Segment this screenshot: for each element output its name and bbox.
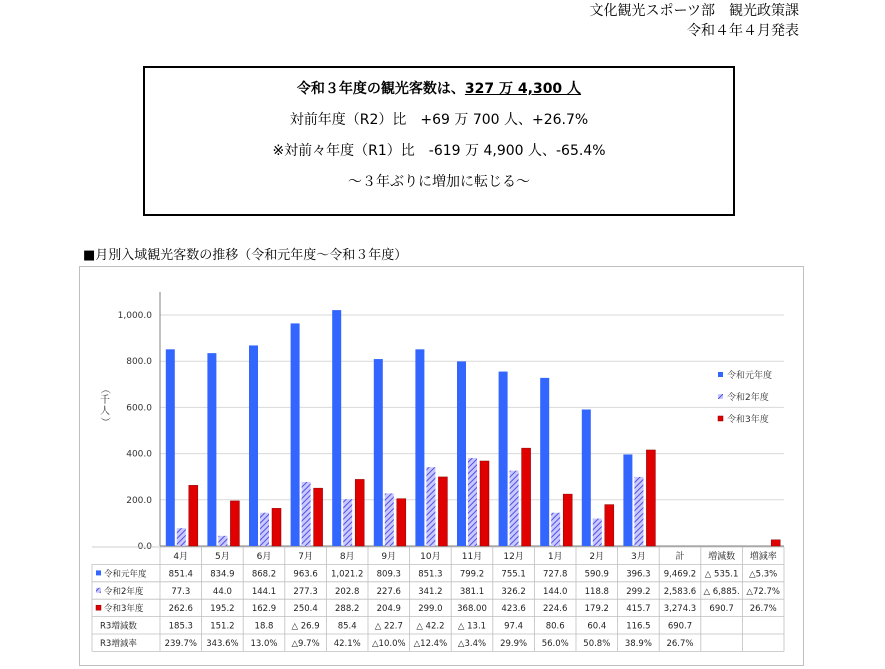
table-cell: 44.0	[212, 586, 232, 597]
table-cell: 9,469.2	[663, 569, 697, 580]
table-cell: 224.6	[543, 604, 568, 615]
table-cell: △3.4%	[457, 639, 487, 649]
table-row-label: 令和2年度	[104, 586, 144, 597]
y-axis-label: 千	[100, 395, 110, 406]
bar-r3	[189, 485, 198, 546]
legend-label: 令和3年度	[727, 415, 769, 425]
bar-r2	[260, 513, 269, 546]
table-cell: 179.2	[584, 604, 609, 615]
bar-r2	[468, 458, 477, 546]
table-cell: 851.3	[418, 569, 443, 580]
bar-r2	[551, 513, 560, 546]
legend-label: 令和2年度	[727, 393, 769, 403]
bar-r1	[374, 359, 383, 546]
summary-yoy: 対前年度（R2）比 +69 万 700 人、+26.7%	[289, 112, 589, 128]
bar-r3	[314, 488, 323, 546]
y-tick-label: 800.0	[126, 357, 152, 368]
table-cell: 195.2	[210, 604, 235, 615]
table-cell: △12.4%	[413, 639, 448, 649]
bar-r3	[480, 461, 489, 546]
table-cell: 299.0	[418, 604, 443, 615]
y-tick-label: 1,000.0	[117, 311, 152, 321]
y-tick-label: 0.0	[137, 542, 152, 552]
y-axis-label: （	[99, 384, 110, 394]
bar-r3	[605, 505, 614, 546]
category-label: 計	[675, 552, 685, 562]
table-cell: 690.7	[709, 604, 734, 615]
table-row-label: R3増減数	[100, 621, 137, 632]
category-label: 1月	[547, 552, 563, 562]
summary-two-year: ※対前々年度（R1）比 -619 万 4,900 人、-65.4%	[272, 143, 606, 159]
table-cell: 799.2	[459, 569, 485, 580]
table-row-marker	[96, 570, 101, 575]
y-axis-label: ）	[99, 417, 110, 427]
bar-r1	[332, 310, 341, 546]
table-cell: 834.9	[210, 569, 235, 580]
table-cell: 809.3	[376, 569, 401, 580]
table-cell: △ 13.1	[457, 621, 487, 632]
table-row-marker	[96, 605, 101, 610]
table-cell: 151.2	[210, 621, 235, 632]
table-cell: 250.4	[293, 604, 318, 615]
release-date: 令和４年４月発表	[687, 23, 799, 39]
table-cell: 277.3	[293, 586, 318, 597]
table-cell: 50.8%	[583, 639, 611, 649]
bar-r2	[593, 519, 602, 546]
bar-chart	[80, 267, 803, 665]
category-label: 8月	[339, 552, 355, 562]
table-cell: 85.4	[337, 621, 357, 632]
table-cell: 368.00	[457, 604, 487, 615]
table-cell: 26.7%	[749, 604, 777, 615]
table-cell: 97.4	[504, 621, 524, 632]
table-cell: 144.0	[543, 586, 568, 597]
table-cell: 118.8	[584, 586, 609, 597]
bar-r1	[540, 378, 549, 546]
table-cell: 2,583.6	[663, 586, 697, 597]
table-cell: 26.7%	[666, 639, 694, 649]
table-cell: 77.3	[171, 586, 191, 597]
legend-swatch	[718, 372, 723, 377]
summary-headline	[145, 74, 733, 105]
category-label: 11月	[461, 552, 483, 562]
table-cell: 1,021.2	[330, 569, 364, 580]
table-row-label: 令和3年度	[104, 604, 144, 615]
table-cell: 868.2	[251, 569, 277, 580]
bar-r2	[302, 482, 311, 546]
bar-r3	[397, 499, 406, 546]
bar-r2	[343, 499, 352, 546]
y-tick-label: 400.0	[126, 449, 152, 460]
table-cell: 239.7%	[164, 639, 198, 649]
bar-r1	[582, 410, 591, 546]
legend-label: 令和元年度	[727, 371, 773, 381]
table-cell: 18.8	[254, 621, 274, 632]
table-row-marker	[96, 588, 101, 593]
category-label: 3月	[631, 552, 646, 562]
bar-r2	[634, 477, 643, 546]
summary-box	[143, 66, 735, 216]
table-cell: 262.6	[168, 604, 193, 615]
bar-r3	[522, 448, 531, 546]
table-cell: △ 535.1	[704, 569, 739, 580]
bar-r1	[415, 349, 424, 546]
table-cell: 326.2	[501, 586, 526, 597]
y-axis-label: 人	[100, 406, 110, 417]
table-cell: 590.9	[584, 569, 609, 580]
y-tick-label: 600.0	[126, 403, 152, 414]
table-cell: △ 26.9	[291, 621, 320, 632]
category-label: 2月	[589, 552, 605, 562]
bar-r1	[457, 361, 466, 546]
table-cell: 415.7	[626, 604, 651, 615]
category-label: 6月	[256, 552, 272, 562]
table-cell: 963.6	[293, 569, 318, 580]
bar-r1	[207, 353, 216, 546]
table-cell: 396.3	[626, 569, 651, 580]
table-cell: 851.4	[168, 569, 193, 580]
table-cell: 42.1%	[333, 639, 361, 649]
bar-r1	[249, 345, 258, 546]
category-label: 12月	[503, 552, 524, 562]
category-label: 5月	[215, 552, 230, 562]
summary-note: ～３年ぶりに増加に転じる～	[348, 174, 530, 190]
bar-r3-change-rate	[771, 540, 780, 546]
table-cell: △ 6,885.	[703, 586, 740, 597]
table-cell: 343.6%	[206, 639, 239, 649]
table-cell: 56.0%	[541, 639, 569, 649]
table-cell: 29.9%	[500, 639, 528, 649]
section-title: ■月別入域観光客数の推移（令和元年度～令和３年度）	[83, 248, 408, 263]
legend-swatch	[718, 416, 723, 421]
table-cell: 116.5	[626, 621, 651, 632]
bar-r1	[166, 349, 175, 546]
table-cell: △72.7%	[746, 586, 780, 597]
table-cell: △10.0%	[372, 639, 406, 649]
table-row-label: 令和元年度	[104, 569, 147, 580]
category-label: 9月	[381, 552, 397, 562]
table-cell: 299.2	[626, 586, 651, 597]
bar-r3	[646, 450, 655, 546]
table-cell: 381.1	[459, 586, 485, 597]
bar-r2	[426, 467, 435, 546]
table-cell: △ 42.2	[416, 621, 445, 632]
table-cell: △ 22.7	[374, 621, 403, 632]
table-cell: 727.8	[543, 569, 568, 580]
table-cell: 60.4	[587, 621, 607, 632]
table-cell: 162.9	[251, 604, 277, 615]
table-cell: 341.2	[418, 586, 443, 597]
table-cell: 227.6	[376, 586, 401, 597]
table-cell: △5.3%	[749, 569, 778, 580]
table-cell: 204.9	[376, 604, 401, 615]
table-cell: 38.9%	[624, 639, 652, 649]
legend-swatch	[718, 394, 723, 399]
chart-frame	[79, 266, 804, 666]
department-name: 文化観光スポーツ部 観光政策課	[589, 3, 799, 19]
bar-r1	[291, 323, 300, 546]
category-label: 7月	[298, 552, 313, 562]
bar-r3	[355, 479, 364, 546]
table-cell: 755.1	[501, 569, 526, 580]
y-tick-label: 200.0	[126, 495, 152, 506]
bar-r2	[177, 528, 186, 546]
category-label: 増減率	[749, 552, 777, 562]
category-label: 10月	[420, 552, 441, 562]
bar-r2	[510, 471, 519, 546]
table-cell: 423.6	[501, 604, 526, 615]
bar-r1	[499, 372, 508, 546]
summary-headline-prefix: 令和３年度の観光客数は、	[296, 81, 465, 97]
bar-r3	[272, 508, 281, 546]
bar-r3	[438, 477, 447, 546]
table-cell: 144.1	[251, 586, 277, 597]
table-cell: △9.7%	[291, 639, 320, 649]
bar-r3	[230, 501, 239, 546]
category-label: 4月	[173, 552, 189, 562]
bar-r3	[563, 494, 572, 546]
table-cell: 690.7	[667, 621, 693, 632]
table-cell: 202.8	[335, 586, 360, 597]
table-cell: 13.0%	[250, 639, 278, 649]
table-cell: 288.2	[335, 604, 360, 615]
summary-headline-value: 327 万 4,300 人	[464, 81, 582, 97]
bar-r2	[218, 536, 227, 546]
table-row-label: R3増減率	[100, 639, 137, 649]
table-cell: 80.6	[545, 621, 565, 632]
table-cell: 185.3	[168, 621, 193, 632]
bar-r2	[385, 493, 394, 546]
table-cell: 3,274.3	[663, 604, 697, 615]
category-label: 増減数	[708, 552, 736, 562]
bar-r1	[623, 454, 632, 546]
